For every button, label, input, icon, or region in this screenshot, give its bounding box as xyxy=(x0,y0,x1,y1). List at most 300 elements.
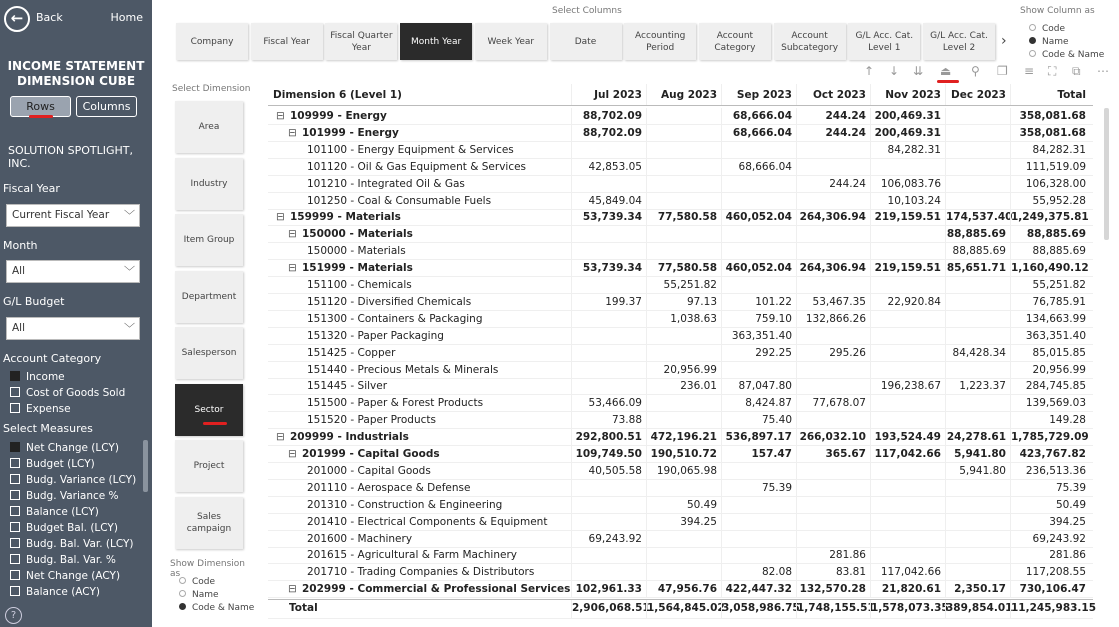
matrix-cell[interactable]: 111,519.09 xyxy=(1010,159,1090,175)
popout-icon[interactable]: ⧉ xyxy=(1072,64,1081,78)
checkbox-icon[interactable] xyxy=(10,442,20,452)
dimension-display-option[interactable] xyxy=(179,603,254,613)
matrix-total-cell[interactable]: 1,748,155.51 xyxy=(796,600,870,618)
account-category-item[interactable] xyxy=(10,371,65,383)
matrix-row-label[interactable]: 151999 - Materials xyxy=(302,262,413,275)
matrix-row-label[interactable]: 150000 - Materials xyxy=(307,245,406,258)
matrix-cell[interactable] xyxy=(945,277,1010,293)
matrix-cell[interactable]: 47,956.76 xyxy=(646,581,721,597)
matrix-cell[interactable]: 117,042.66 xyxy=(870,564,945,580)
matrix-cell[interactable]: 53,739.34 xyxy=(571,260,646,276)
measure-item[interactable] xyxy=(10,538,134,550)
matrix-cell[interactable]: 244.24 xyxy=(796,108,870,124)
matrix-cell[interactable]: 76,785.91 xyxy=(1010,294,1090,310)
matrix-cell[interactable] xyxy=(945,176,1010,192)
matrix-cell[interactable] xyxy=(870,463,945,479)
matrix-cell[interactable]: 5,941.80 xyxy=(945,463,1010,479)
collapse-toggle-icon[interactable]: ⊟ xyxy=(288,126,297,139)
matrix-cell[interactable] xyxy=(646,345,721,361)
matrix-cell[interactable] xyxy=(721,243,796,259)
checkbox-icon[interactable] xyxy=(10,490,20,500)
measure-item[interactable] xyxy=(10,490,119,502)
matrix-cell[interactable]: 69,243.92 xyxy=(1010,531,1090,547)
matrix-cell[interactable] xyxy=(721,547,796,563)
column-button[interactable] xyxy=(774,23,846,60)
matrix-cell[interactable]: 292,800.51 xyxy=(571,429,646,445)
matrix-cell[interactable]: 88,702.09 xyxy=(571,125,646,141)
matrix-cell[interactable]: 83.81 xyxy=(796,564,870,580)
matrix-cell[interactable]: 20,956.99 xyxy=(1010,362,1090,378)
matrix-cell[interactable]: 394.25 xyxy=(1010,514,1090,530)
matrix-row-label[interactable]: 209999 - Industrials xyxy=(290,431,409,444)
matrix-cell[interactable] xyxy=(796,226,870,242)
matrix-cell[interactable]: 106,083.76 xyxy=(870,176,945,192)
fiscal-year-dropdown[interactable] xyxy=(6,204,140,227)
matrix-row-label[interactable]: 201615 - Agricultural & Farm Machinery xyxy=(307,549,517,562)
collapse-toggle-icon[interactable]: ⊟ xyxy=(276,110,285,122)
matrix-cell[interactable]: 174,537.40 xyxy=(946,211,1013,224)
matrix-cell[interactable] xyxy=(870,328,945,344)
matrix-cell[interactable]: 102,961.33 xyxy=(571,581,646,597)
matrix-cell[interactable] xyxy=(646,226,721,242)
radio-icon[interactable] xyxy=(179,590,186,597)
matrix-cell[interactable] xyxy=(796,412,870,428)
dimension-button[interactable] xyxy=(175,327,243,379)
matrix-cell[interactable] xyxy=(870,547,945,563)
matrix-cell[interactable] xyxy=(646,564,721,580)
column-button[interactable] xyxy=(699,23,771,60)
matrix-cell[interactable] xyxy=(945,531,1010,547)
matrix-cell[interactable] xyxy=(646,547,721,563)
arrow-up-icon[interactable]: ↑ xyxy=(864,64,875,78)
matrix-header-cell[interactable]: Dec 2023 xyxy=(945,84,1010,105)
matrix-cell[interactable] xyxy=(796,463,870,479)
matrix-total-cell[interactable]: 3,058,986.75 xyxy=(721,600,796,618)
matrix-row-label[interactable]: 151100 - Chemicals xyxy=(307,279,412,291)
matrix-cell[interactable] xyxy=(945,362,1010,378)
matrix-row-label[interactable]: 159999 - Materials xyxy=(290,211,401,224)
matrix-cell[interactable] xyxy=(646,243,721,259)
dimension-button[interactable] xyxy=(175,440,243,492)
measure-item[interactable] xyxy=(10,474,136,486)
matrix-cell[interactable]: 85,651.71 xyxy=(945,260,1010,276)
collapse-toggle-icon[interactable]: ⊟ xyxy=(276,431,285,444)
matrix-cell[interactable] xyxy=(571,328,646,344)
matrix-header-cell[interactable]: Aug 2023 xyxy=(646,84,721,105)
measure-item[interactable] xyxy=(10,442,119,454)
matrix-cell[interactable]: 134,663.99 xyxy=(1010,311,1090,327)
matrix-cell[interactable] xyxy=(870,531,945,547)
matrix-cell[interactable]: 117,042.66 xyxy=(870,446,945,462)
matrix-cell[interactable]: 200,469.31 xyxy=(870,125,945,141)
matrix-cell[interactable]: 106,328.00 xyxy=(1010,176,1090,192)
matrix-cell[interactable] xyxy=(945,108,1010,124)
column-button[interactable] xyxy=(400,23,472,60)
matrix-cell[interactable]: 82.08 xyxy=(721,564,796,580)
matrix-row-label[interactable]: 201710 - Trading Companies & Distributors xyxy=(307,566,535,579)
matrix-cell[interactable] xyxy=(721,226,796,242)
matrix-cell[interactable] xyxy=(571,514,646,530)
matrix-row-label[interactable]: 101250 - Coal & Consumable Fuels xyxy=(307,194,492,207)
dimension-button[interactable] xyxy=(175,497,243,549)
collapse-toggle-icon[interactable]: ⊟ xyxy=(276,211,285,224)
matrix-cell[interactable]: 88,702.09 xyxy=(571,108,646,124)
matrix-cell[interactable] xyxy=(870,514,945,530)
matrix-cell[interactable]: 55,251.82 xyxy=(1010,277,1090,293)
matrix-cell[interactable]: 69,243.92 xyxy=(571,531,646,547)
matrix-cell[interactable]: 77,580.58 xyxy=(646,209,721,225)
matrix-cell[interactable]: 101.22 xyxy=(721,294,796,310)
matrix-cell[interactable]: 266,032.10 xyxy=(796,429,870,445)
matrix-cell[interactable] xyxy=(796,142,870,158)
matrix-cell[interactable] xyxy=(870,277,945,293)
matrix-row-label[interactable]: 151120 - Diversified Chemicals xyxy=(307,295,472,308)
matrix-cell[interactable] xyxy=(870,362,945,378)
matrix-scrollbar[interactable] xyxy=(1104,108,1109,240)
matrix-cell[interactable] xyxy=(796,497,870,513)
matrix-row-label[interactable]: 101999 - Energy xyxy=(302,126,399,139)
checkbox-icon[interactable] xyxy=(10,387,20,397)
matrix-cell[interactable] xyxy=(796,378,870,394)
matrix-cell[interactable]: 244.24 xyxy=(796,125,870,141)
matrix-cell[interactable]: 536,897.17 xyxy=(721,429,796,445)
checkbox-icon[interactable] xyxy=(10,570,20,580)
matrix-cell[interactable] xyxy=(796,277,870,293)
matrix-row-label[interactable]: 151320 - Paper Packaging xyxy=(307,329,444,342)
matrix-cell[interactable]: 21,820.61 xyxy=(870,581,945,597)
matrix-cell[interactable] xyxy=(945,514,1010,530)
measure-item[interactable] xyxy=(10,506,99,518)
matrix-cell[interactable]: 284,745.85 xyxy=(1010,378,1090,394)
rows-button[interactable]: Rows xyxy=(10,96,71,117)
matrix-cell[interactable]: 1,249,375.81 xyxy=(1011,211,1089,224)
matrix-cell[interactable] xyxy=(945,142,1010,158)
dimension-button[interactable] xyxy=(175,101,243,153)
matrix-cell[interactable] xyxy=(571,497,646,513)
collapse-toggle-icon[interactable]: ⊟ xyxy=(288,583,297,596)
matrix-cell[interactable] xyxy=(721,277,796,293)
matrix-cell[interactable] xyxy=(646,531,721,547)
matrix-cell[interactable]: 200,469.31 xyxy=(870,108,945,124)
filter-icon[interactable]: ≡ xyxy=(1024,64,1035,78)
column-button[interactable] xyxy=(325,23,397,60)
focus-icon[interactable]: ⛶ xyxy=(1048,64,1057,78)
matrix-cell[interactable]: 422,447.32 xyxy=(721,581,796,597)
dimension-button[interactable] xyxy=(175,158,243,210)
collapse-toggle-icon[interactable]: ⊟ xyxy=(288,448,297,460)
matrix-cell[interactable]: 73.88 xyxy=(571,412,646,428)
matrix-header-cell[interactable]: Jul 2023 xyxy=(571,84,646,105)
matrix-cell[interactable]: 5,941.80 xyxy=(945,446,1010,462)
matrix-row-label[interactable]: 109999 - Energy xyxy=(290,110,387,122)
matrix-cell[interactable]: 236,513.36 xyxy=(1010,463,1090,479)
matrix-cell[interactable] xyxy=(646,108,721,124)
matrix-cell[interactable]: 88,885.69 xyxy=(945,243,1010,259)
checkbox-icon[interactable] xyxy=(10,506,20,516)
matrix-cell[interactable]: 460,052.04 xyxy=(721,260,796,276)
dimension-button[interactable] xyxy=(175,214,243,266)
matrix-cell[interactable]: 281.86 xyxy=(796,547,870,563)
matrix-cell[interactable] xyxy=(571,176,646,192)
matrix-cell[interactable]: 295.26 xyxy=(796,345,870,361)
matrix-cell[interactable] xyxy=(721,531,796,547)
more-icon[interactable]: ⋯ xyxy=(1097,64,1109,78)
matrix-cell[interactable]: 84,282.31 xyxy=(870,142,945,158)
matrix-row-label[interactable]: 151520 - Paper Products xyxy=(307,414,436,427)
matrix-cell[interactable]: 1,223.37 xyxy=(945,378,1010,394)
matrix-cell[interactable] xyxy=(945,125,1010,141)
radio-icon[interactable] xyxy=(1029,37,1036,44)
matrix-cell[interactable] xyxy=(796,243,870,259)
back-link[interactable]: Back xyxy=(36,11,63,24)
dimension-display-option[interactable] xyxy=(179,577,215,587)
matrix-cell[interactable]: 196,238.67 xyxy=(870,378,945,394)
checkbox-icon[interactable] xyxy=(10,522,20,532)
matrix-cell[interactable]: 75.39 xyxy=(1010,480,1090,496)
matrix-cell[interactable]: 358,081.68 xyxy=(1010,108,1090,124)
matrix-row-label[interactable]: 201310 - Construction & Engineering xyxy=(307,498,503,511)
matrix-cell[interactable] xyxy=(870,243,945,259)
collapse-toggle-icon[interactable]: ⊟ xyxy=(288,262,297,275)
matrix-total-cell[interactable]: 1,578,073.35 xyxy=(870,600,945,618)
measure-item[interactable] xyxy=(10,554,116,566)
account-category-item[interactable] xyxy=(10,387,125,399)
matrix-row-label[interactable]: 101120 - Oil & Gas Equipment & Services xyxy=(307,160,527,173)
matrix-cell[interactable] xyxy=(870,412,945,428)
checkbox-icon[interactable] xyxy=(10,538,20,548)
matrix-cell[interactable] xyxy=(721,193,796,209)
checkbox-icon[interactable] xyxy=(10,371,20,381)
matrix-cell[interactable]: 75.39 xyxy=(721,480,796,496)
matrix-row-label[interactable]: 151425 - Copper xyxy=(307,346,396,359)
matrix-cell[interactable]: 193,524.49 xyxy=(870,429,945,445)
matrix-cell[interactable] xyxy=(945,159,1010,175)
measure-item[interactable] xyxy=(10,570,120,582)
measure-item[interactable] xyxy=(10,586,100,598)
matrix-cell[interactable] xyxy=(721,142,796,158)
matrix-cell[interactable]: 292.25 xyxy=(721,345,796,361)
matrix-cell[interactable]: 423,767.82 xyxy=(1010,446,1090,462)
matrix-cell[interactable]: 472,196.21 xyxy=(646,429,721,445)
matrix-total-cell[interactable]: 11,245,983.15 xyxy=(1010,600,1090,618)
matrix-header-cell[interactable]: Oct 2023 xyxy=(796,84,870,105)
matrix-cell[interactable] xyxy=(571,480,646,496)
matrix-cell[interactable] xyxy=(571,142,646,158)
matrix-cell[interactable]: 157.47 xyxy=(721,446,796,462)
matrix-row-label[interactable]: 202999 - Commercial & Professional Services xyxy=(302,583,571,596)
matrix-cell[interactable]: 84,282.31 xyxy=(1010,142,1090,158)
matrix-cell[interactable] xyxy=(796,531,870,547)
matrix-header-cell[interactable]: Sep 2023 xyxy=(721,84,796,105)
dimension-display-option[interactable] xyxy=(179,590,219,600)
matrix-cell[interactable]: 219,159.51 xyxy=(870,260,945,276)
matrix-cell[interactable] xyxy=(721,514,796,530)
measures-scrollbar[interactable] xyxy=(143,440,148,492)
matrix-cell[interactable] xyxy=(870,395,945,411)
matrix-cell[interactable]: 55,952.28 xyxy=(1010,193,1090,209)
column-button[interactable] xyxy=(848,23,920,60)
matrix-cell[interactable]: 264,306.94 xyxy=(796,209,870,225)
matrix-cell[interactable]: 759.10 xyxy=(721,311,796,327)
matrix-cell[interactable]: 219,159.51 xyxy=(870,209,945,225)
matrix-cell[interactable]: 53,467.35 xyxy=(796,294,870,310)
matrix-row-label[interactable]: 151500 - Paper & Forest Products xyxy=(307,397,484,410)
matrix-cell[interactable]: 42,853.05 xyxy=(571,159,646,175)
home-link[interactable]: Home xyxy=(110,11,143,24)
matrix-cell[interactable]: 20,956.99 xyxy=(646,362,721,378)
matrix-cell[interactable] xyxy=(870,311,945,327)
help-icon[interactable]: ? xyxy=(5,607,22,624)
matrix-cell[interactable]: 117,208.55 xyxy=(1010,564,1090,580)
matrix-cell[interactable] xyxy=(721,362,796,378)
matrix-cell[interactable] xyxy=(571,243,646,259)
matrix-cell[interactable]: 264,306.94 xyxy=(796,260,870,276)
matrix-cell[interactable]: 8,424.87 xyxy=(721,395,796,411)
matrix-cell[interactable] xyxy=(721,463,796,479)
matrix-cell[interactable] xyxy=(945,564,1010,580)
copy-icon[interactable]: ❐ xyxy=(997,64,1008,78)
matrix-cell[interactable]: 358,081.68 xyxy=(1010,125,1090,141)
expand-icon[interactable]: ⏏ xyxy=(940,64,952,78)
dimension-button[interactable] xyxy=(175,384,243,436)
matrix-cell[interactable] xyxy=(796,480,870,496)
matrix-cell[interactable]: 22,920.84 xyxy=(870,294,945,310)
matrix-total-cell[interactable]: 2,906,068.51 xyxy=(571,600,646,618)
matrix-cell[interactable]: 190,510.72 xyxy=(646,446,721,462)
matrix-row-label[interactable]: 101210 - Integrated Oil & Gas xyxy=(307,177,465,190)
matrix-cell[interactable] xyxy=(945,547,1010,563)
matrix-cell[interactable]: 55,251.82 xyxy=(646,277,721,293)
matrix-cell[interactable] xyxy=(646,176,721,192)
radio-icon[interactable] xyxy=(179,577,186,584)
matrix-cell[interactable]: 24,278.61 xyxy=(945,429,1010,445)
matrix-cell[interactable] xyxy=(571,345,646,361)
matrix-cell[interactable]: 77,678.07 xyxy=(796,395,870,411)
checkbox-icon[interactable] xyxy=(10,474,20,484)
matrix-cell[interactable]: 40,505.58 xyxy=(571,463,646,479)
matrix-row-label[interactable]: 201110 - Aerospace & Defense xyxy=(307,481,471,494)
column-button[interactable] xyxy=(550,23,622,60)
matrix-cell[interactable]: 85,015.85 xyxy=(1010,345,1090,361)
gl-budget-dropdown[interactable] xyxy=(6,317,140,340)
matrix-row-label[interactable]: 201000 - Capital Goods xyxy=(307,464,431,477)
matrix-cell[interactable]: 363,351.40 xyxy=(721,328,796,344)
matrix-cell[interactable]: 1,160,490.12 xyxy=(1011,262,1089,275)
matrix-cell[interactable] xyxy=(796,362,870,378)
matrix-cell[interactable]: 363,351.40 xyxy=(1010,328,1090,344)
matrix-cell[interactable]: 68,666.04 xyxy=(721,125,796,141)
radio-icon[interactable] xyxy=(1029,24,1036,31)
matrix-cell[interactable]: 394.25 xyxy=(646,514,721,530)
matrix-cell[interactable]: 87,047.80 xyxy=(721,378,796,394)
columns-button[interactable]: Columns xyxy=(76,96,137,117)
matrix-cell[interactable]: 460,052.04 xyxy=(721,209,796,225)
matrix-cell[interactable] xyxy=(870,226,945,242)
matrix-cell[interactable] xyxy=(870,480,945,496)
matrix-cell[interactable] xyxy=(721,176,796,192)
matrix-cell[interactable]: 1,038.63 xyxy=(646,311,721,327)
matrix-cell[interactable] xyxy=(796,514,870,530)
matrix-cell[interactable] xyxy=(796,328,870,344)
matrix-cell[interactable] xyxy=(945,193,1010,209)
matrix-cell[interactable]: 53,466.09 xyxy=(571,395,646,411)
matrix-cell[interactable] xyxy=(571,564,646,580)
matrix-cell[interactable]: 10,103.24 xyxy=(870,193,945,209)
matrix-total-cell[interactable]: 1,564,845.02 xyxy=(646,600,721,618)
column-display-option[interactable] xyxy=(1029,37,1069,47)
matrix-cell[interactable]: 68,666.04 xyxy=(721,108,796,124)
matrix-row-label[interactable]: 151300 - Containers & Packaging xyxy=(307,312,483,325)
column-button[interactable] xyxy=(251,23,323,60)
matrix-cell[interactable]: 53,739.34 xyxy=(571,209,646,225)
matrix-cell[interactable] xyxy=(945,412,1010,428)
matrix-cell[interactable] xyxy=(945,328,1010,344)
matrix-cell[interactable] xyxy=(646,125,721,141)
matrix-cell[interactable] xyxy=(945,497,1010,513)
matrix-cell[interactable] xyxy=(571,362,646,378)
matrix-cell[interactable]: 149.28 xyxy=(1010,412,1090,428)
matrix-cell[interactable]: 132,570.28 xyxy=(796,581,870,597)
matrix-cell[interactable]: 97.13 xyxy=(646,294,721,310)
matrix-cell[interactable]: 281.86 xyxy=(1010,547,1090,563)
matrix-cell[interactable]: 139,569.03 xyxy=(1010,395,1090,411)
checkbox-icon[interactable] xyxy=(10,458,20,468)
matrix-cell[interactable]: 730,106.47 xyxy=(1010,581,1090,597)
matrix-cell[interactable] xyxy=(945,294,1010,310)
column-display-option[interactable] xyxy=(1029,24,1065,34)
matrix-cell[interactable]: 50.49 xyxy=(1010,497,1090,513)
matrix-cell[interactable]: 109,749.50 xyxy=(571,446,646,462)
column-button[interactable] xyxy=(923,23,995,60)
radio-icon[interactable] xyxy=(179,603,186,610)
matrix-cell[interactable] xyxy=(870,345,945,361)
radio-icon[interactable] xyxy=(1029,50,1036,57)
matrix-cell[interactable] xyxy=(571,378,646,394)
matrix-cell[interactable] xyxy=(796,193,870,209)
matrix-cell[interactable] xyxy=(945,395,1010,411)
measure-item[interactable] xyxy=(10,522,118,534)
matrix-header-cell[interactable]: Nov 2023 xyxy=(870,84,945,105)
matrix-cell[interactable] xyxy=(870,497,945,513)
matrix-cell[interactable]: 45,849.04 xyxy=(571,193,646,209)
month-dropdown[interactable] xyxy=(6,260,140,283)
back-arrow-icon[interactable]: ← xyxy=(4,6,30,32)
matrix-cell[interactable]: 236.01 xyxy=(646,378,721,394)
matrix-cell[interactable]: 75.40 xyxy=(721,412,796,428)
next-columns-arrow-icon[interactable]: › xyxy=(1001,33,1007,49)
matrix-cell[interactable] xyxy=(646,412,721,428)
account-category-item[interactable] xyxy=(10,403,71,415)
matrix-row-label[interactable]: 150000 - Materials xyxy=(302,228,413,241)
column-button[interactable] xyxy=(176,23,248,60)
matrix-cell[interactable]: 84,428.34 xyxy=(945,345,1010,361)
arrow-down-icon[interactable]: ↓ xyxy=(889,64,900,78)
checkbox-icon[interactable] xyxy=(10,554,20,564)
matrix-cell[interactable] xyxy=(646,480,721,496)
matrix-cell[interactable] xyxy=(646,142,721,158)
measure-item[interactable] xyxy=(10,458,95,470)
matrix-cell[interactable] xyxy=(571,226,646,242)
matrix-cell[interactable] xyxy=(945,311,1010,327)
matrix-cell[interactable]: 77,580.58 xyxy=(646,260,721,276)
collapse-toggle-icon[interactable]: ⊟ xyxy=(288,228,297,241)
matrix-cell[interactable] xyxy=(571,311,646,327)
matrix-cell[interactable]: 199.37 xyxy=(571,294,646,310)
matrix-cell[interactable] xyxy=(571,277,646,293)
pin-icon[interactable]: ⚲ xyxy=(971,64,980,78)
matrix-cell[interactable] xyxy=(870,159,945,175)
matrix-cell[interactable] xyxy=(571,547,646,563)
